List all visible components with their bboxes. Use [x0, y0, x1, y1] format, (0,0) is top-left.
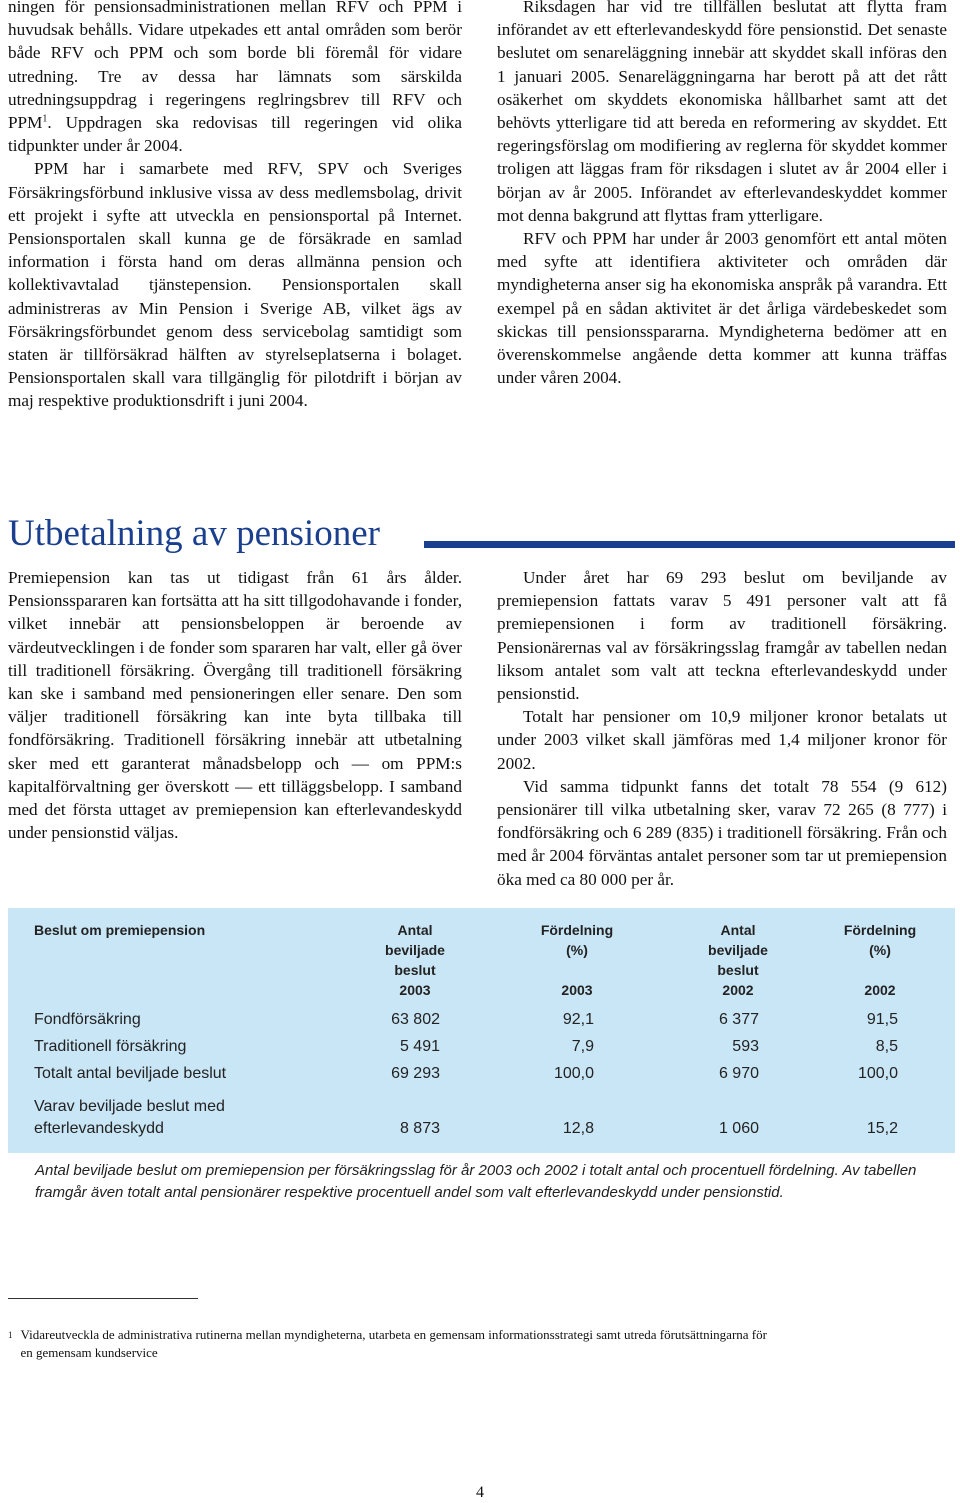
footnote-rule	[8, 1298, 198, 1299]
cell-fordelning-2003: 12,8	[562, 1120, 594, 1137]
cell-fordelning-2003: 100,0	[553, 1065, 594, 1082]
cell-fordelning-2003: 92,1	[562, 1011, 594, 1028]
paragraph: Riksdagen har vid tre tillfällen beslutat att flytta fram införandet av ett efterlevandeskydd före pensionstid. Det senaste beslutet om senareläggning innebär att skyddet skall införas den 1 januari 2005. Senareläggningarna har berott på att det rått osäkerhet om skyddets ekonomiska hållbarhet samt att det behövts ytterligare tid att bereda en reformering av skyddet. Ett regeringsförslag om modifiering av reglerna för skyddet kommer troligen att läggas fram för riksdagen i slutet av år 2004 eller i början av år 2005. Införandet av efterlevandeskyddet kommer mot denna bakgrund att flyttas fram ytterligare.	[497, 0, 947, 225]
header-line: 2003	[399, 982, 431, 998]
footnote-line: en gemensam kundservice	[20, 1345, 158, 1360]
cell-fordelning-2002: 100,0	[857, 1065, 898, 1082]
paragraph: RFV och PPM har under år 2003 genomfört ett antal möten med syfte att identifiera aktiviteter och områden där myndigheterna anser sig ha ekonomiska anspråk på varandra. Ett exempel på en sådan aktivitet är det årliga värdebeskedet som skickas till pensionsspararna. Myndigheterna bedömer att en överenskommelse angående detta kommer att kunna träffas under våren 2004.	[497, 229, 947, 388]
table-row	[8, 1063, 955, 1085]
cell-antal-2003: 8 873	[399, 1120, 440, 1137]
table-title: Beslut om premiepension	[34, 922, 206, 938]
header-line: 2002	[864, 982, 896, 998]
section-heading: Utbetalning av pensioner	[8, 513, 380, 554]
paragraph: Totalt har pensioner om 10,9 miljoner kronor betalats ut under 2003 vilket skall jämföras med 1,4 miljoner kronor för 2002.	[497, 707, 947, 773]
table-row	[8, 1118, 955, 1140]
header-line	[522, 960, 632, 980]
row-label: Fondförsäkring	[34, 1011, 141, 1028]
top-right-column	[497, 0, 947, 389]
footnote-line: Vidareutveckla de administrativa rutinerna mellan myndigheterna, utarbeta en gemensam informationsstrategi samt utreda förutsättningarna för	[20, 1327, 767, 1342]
row-label-line2: efterlevandeskydd	[34, 1120, 164, 1137]
header-line: beslut	[717, 962, 759, 978]
row-label: Traditionell försäkring	[34, 1038, 187, 1055]
header-line: (%)	[566, 942, 588, 958]
header-line: Fördelning	[843, 922, 917, 938]
cell-antal-2002: 6 377	[718, 1011, 759, 1028]
paragraph	[8, 0, 462, 157]
cell-antal-2002: 6 970	[718, 1065, 759, 1082]
column-header-antal-2002	[683, 920, 793, 1000]
paragraph-text-continued: . Uppdragen ska redovisas till regeringen vid olika tidpunkter under år 2004.	[8, 113, 462, 156]
column-header-fordelning-2003	[522, 920, 632, 1000]
cell-fordelning-2002: 91,5	[866, 1011, 898, 1028]
header-line: beslut	[394, 962, 436, 978]
cell-antal-2003: 69 293	[391, 1065, 440, 1082]
footnote-text	[13, 1326, 767, 1362]
footnote-reference[interactable]: 1	[42, 113, 48, 125]
cell-antal-2003: 63 802	[391, 1011, 440, 1028]
header-line: 2003	[561, 982, 593, 998]
cell-fordelning-2002: 8,5	[875, 1038, 898, 1055]
paragraph: PPM har i samarbete med RFV, SPV och Sveriges Försäkringsförbund inklusive vissa av dess medlemsbolag, drivit ett projekt i syfte att utveckla en pensionsportal på Internet. Pensionsportalen skall kunna ge de försäkrade en samlad information i första hand om deras allmänna pension och kollektivavtalad tjänstepension. Pensionsportalen skall administreras av Min Pension i Sverige AB, vilket ägs av Försäkringsförbundet genom dess servicebolag samtidigt som staten är tillförsäkrad hälften av styrelseplatserna i bolaget. Pensionsportalen skall vara tillgänglig för pilotdrift i början av maj respektive produktionsdrift i juni 2004.	[8, 159, 462, 411]
paragraph-text: ningen för pensionsadministrationen mellan RFV och PPM i huvudsak behålls. Vidare utpekades ett antal områden som berör både RFV och PPM och som borde bli föremål för vidare utredning. Tre av dessa har lämnats som särskilda utredningsuppdrag i regeringens reglringsbrev till RFV och PPM	[8, 0, 462, 133]
bottom-right-column	[497, 566, 947, 891]
column-header-fordelning-2002	[825, 920, 935, 1000]
paragraph: Vid samma tidpunkt fanns det totalt 78 554 (9 612) pensionärer till vilka utbetalning sker, varav 72 265 (8 777) i fondförsäkring och 6 289 (835) i traditionell försäkring. Från och med år 2004 förväntas antalet personer som tar ut premiepension öka med ca 80 000 per år.	[497, 776, 947, 889]
bottom-left-column	[8, 566, 462, 844]
footnote-number: 1	[8, 1330, 13, 1340]
header-line: beviljade	[385, 942, 445, 958]
cell-antal-2002: 593	[732, 1038, 759, 1055]
heading-rule	[424, 541, 955, 548]
row-label: Varav beviljade beslut med	[34, 1098, 225, 1115]
cell-antal-2003: 5 491	[399, 1038, 440, 1055]
header-line: (%)	[869, 942, 891, 958]
table-row	[8, 1036, 955, 1058]
header-line: Antal	[720, 922, 756, 938]
table-row	[8, 1009, 955, 1031]
premiepension-table	[8, 908, 955, 1153]
page-number: 4	[476, 1484, 484, 1501]
paragraph: Under året har 69 293 beslut om beviljande av premiepension fattats varav 5 491 personer valt att få premiepensionen i form av traditionell försäkring. Pensionärernas val av försäkringsslag framgår av tabellen nedan liksom antalet som valt att teckna efterlevandeskydd under pensionstid.	[497, 568, 947, 704]
header-line: Antal	[397, 922, 433, 938]
paragraph: Premiepension kan tas ut tidigast från 61 års ålder. Pensionsspararen kan fortsätta att ha sitt tillgodohavande i fonder, vilket innebär att pensionsbeloppen är beroende av värdeutvecklingen i de fonder som spararen har valt, eller gå över till traditionell försäkring. Övergång till traditionell försäkring kan ske i samband med pensioneringen eller senare. Den som väljer traditionell försäkring kan inte byta tillbaka till fondförsäkring. Traditionell försäkring innebär att utbetalning sker med ett garanterat månadsbelopp och — om PPM:s kapitalförvaltning ger överskott — ett tilläggsbelopp. I samband med det första uttaget av premiepension kan efterlevandeskydd under pensionstid väljas.	[8, 568, 462, 843]
top-left-column	[8, 0, 462, 413]
cell-antal-2002: 1 060	[718, 1120, 759, 1137]
header-line: 2002	[722, 982, 754, 998]
header-line: Fördelning	[540, 922, 614, 938]
cell-fordelning-2003: 7,9	[571, 1038, 594, 1055]
header-line	[825, 960, 935, 980]
footnote	[8, 1326, 908, 1362]
table-caption: Antal beviljade beslut om premiepension per försäkringsslag för år 2003 och 2002 i totalt antal och procentuell fördelning. Av tabellen framgår även totalt antal pensionärer respektive procentuell andel som valt efterlevandeskydd under pensionstid.	[35, 1162, 917, 1201]
row-label: Totalt antal beviljade beslut	[34, 1065, 227, 1082]
column-header-antal-2003	[360, 920, 470, 1000]
cell-fordelning-2002: 15,2	[866, 1120, 898, 1137]
header-line: beviljade	[708, 942, 768, 958]
